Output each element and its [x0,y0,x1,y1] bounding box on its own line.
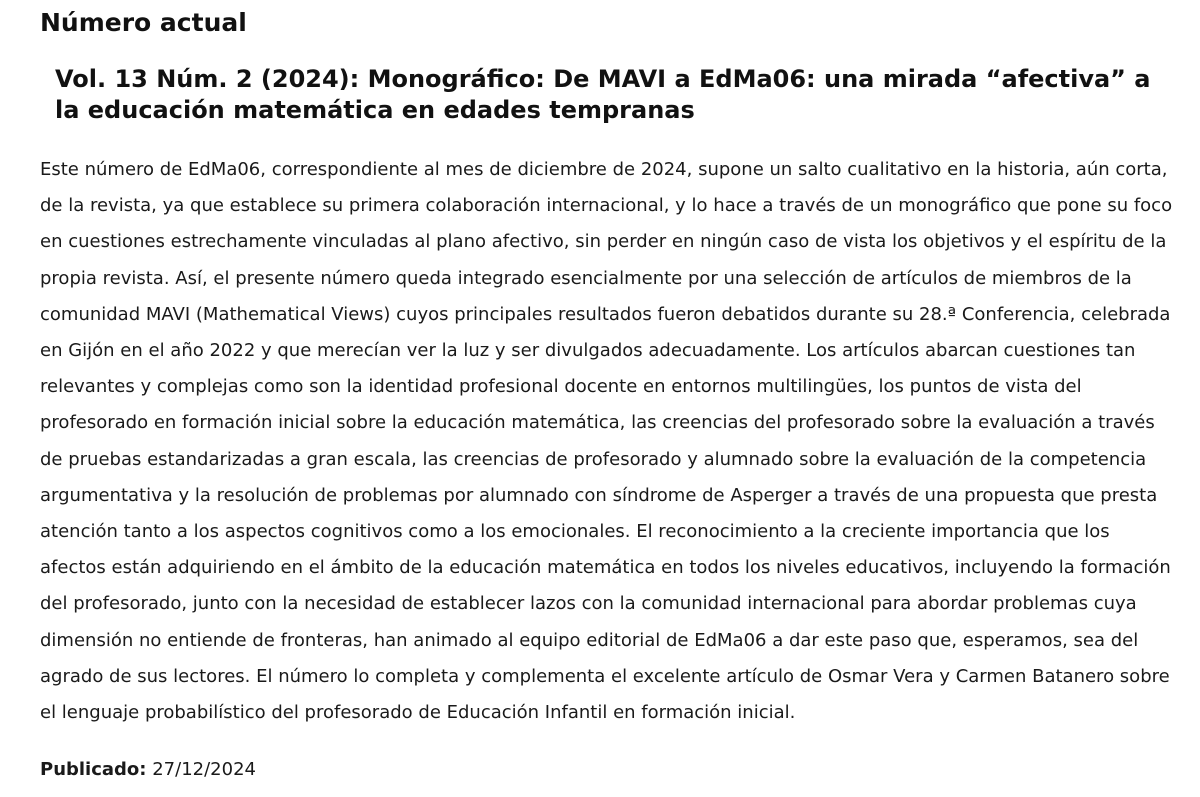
current-issue-heading: Número actual [40,8,247,37]
published-date: 27/12/2024 [152,759,256,780]
description-line: de la revista, ya que establece su primera colaboración internacional, y lo hace a través de un monográfico que pone su foco [40,195,1173,217]
issue-title [55,64,1155,126]
published-label: Publicado: [40,759,147,780]
description-line: en Gijón en el año 2022 y que merecían ver la luz y ser divulgados adecuadamente. Los artículos abarcan cuestiones tan [40,340,1136,362]
description-line: atención tanto a los aspectos cognitivos como a los emocionales. El reconocimiento a la creciente importancia que los [40,521,1110,543]
description-line: dimensión no entiende de fronteras, han animado al equipo editorial de EdMa06 a dar este paso que, esperamos, sea del [40,629,1139,651]
description-line: profesorado en formación inicial sobre la educación matemática, las creencias del profesorado sobre la evaluación a través [40,412,1155,434]
description-line: agrado de sus lectores. El número lo completa y complementa el excelente artículo de Osmar Vera y Carmen Batanero sobre [40,665,1170,687]
description-line: Este número de EdMa06, correspondiente al mes de diciembre de 2024, supone un salto cualitativo en la historia, aún corta, [40,159,1168,180]
issue-title-link[interactable]: Vol. 13 Núm. 2 (2024): Monográfico: De MAVI a EdMa06: una mirada “afectiva” a la educación matemática en edades tempranas [55,65,1151,124]
description-line: propia revista. Así, el presente número queda integrado esencialmente por una selección de artículos de miembros de la [40,267,1132,289]
description-line: argumentativa y la resolución de problemas por alumnado con síndrome de Asperger a través de una propuesta que presta [40,484,1158,506]
description-line: del profesorado, junto con la necesidad de establecer lazos con la comunidad internacional para abordar problemas cuya [40,593,1137,615]
description-line: el lenguaje probabilístico del profesorado de Educación Infantil en formación inicial. [40,702,796,724]
published-info [40,756,256,784]
description-line: de pruebas estandarizadas a gran escala, las creencias de profesorado y alumnado sobre la evaluación de la competencia [40,448,1147,470]
description-line: comunidad MAVI (Mathematical Views) cuyos principales resultados fueron debatidos durante su 28.ª Conferencia, celebrada [40,303,1171,325]
issue-description [40,152,1173,731]
description-line: en cuestiones estrechamente vinculadas al plano afectivo, sin perder en ningún caso de vista los objetivos y el espíritu de la [40,231,1167,253]
description-line: relevantes y complejas como son la identidad profesional docente en entornos multilingües, los puntos de vista del [40,376,1082,398]
description-line: afectos están adquiriendo en el ámbito de la educación matemática en todos los niveles educativos, incluyendo la formación [40,557,1171,579]
